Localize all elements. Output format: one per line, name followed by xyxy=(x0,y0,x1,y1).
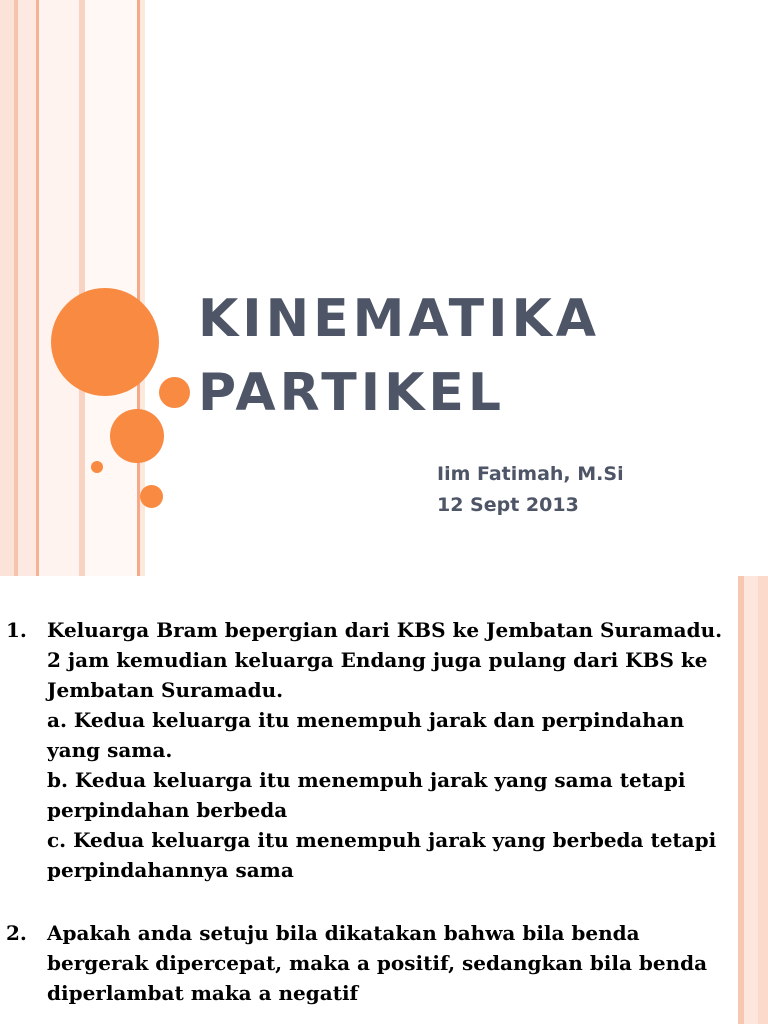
decor-stripe xyxy=(0,0,14,576)
question-text-line: Apakah anda setuju bila dikatakan bahwa bila benda xyxy=(47,921,640,945)
question-text-line: b. Kedua keluarga itu menempuh jarak yang sama tetapi xyxy=(47,768,686,792)
presentation-date: 12 Sept 2013 xyxy=(437,494,579,516)
question-text-line: yang sama. xyxy=(47,738,173,762)
question-number: 1. xyxy=(6,618,27,642)
slide-title-line: KINEMATIKA xyxy=(198,289,600,349)
question-text-line: 2 jam kemudian keluarga Endang juga pulang dari KBS ke xyxy=(47,648,708,672)
question-text-line: perpindahannya sama xyxy=(47,858,294,882)
question-list xyxy=(6,615,746,1008)
question-text-line: diperlambat maka a negatif xyxy=(47,981,359,1005)
decor-stripe xyxy=(39,0,79,576)
author-name: Iim Fatimah, M.Si xyxy=(437,463,624,485)
question-text-line: Keluarga Bram bepergian dari KBS ke Jembatan Suramadu. xyxy=(47,618,723,642)
decor-stripe xyxy=(744,576,758,1024)
question-item xyxy=(6,918,746,1008)
question-text-line: bergerak dipercepat, maka a positif, sedangkan bila benda xyxy=(47,951,708,975)
question-number: 2. xyxy=(6,921,27,945)
slide-title xyxy=(198,282,600,430)
questions-slide xyxy=(0,576,768,1024)
decor-circle-medium xyxy=(110,409,164,463)
question-text-line: c. Kedua keluarga itu menempuh jarak yang berbeda tetapi xyxy=(47,828,717,852)
decor-stripe xyxy=(18,0,36,576)
decor-stripe xyxy=(758,576,768,1024)
decor-circle-small xyxy=(140,485,163,508)
slide-title-line: PARTIKEL xyxy=(198,363,506,423)
question-text-line: perpindahan berbeda xyxy=(47,798,288,822)
decor-circle-large xyxy=(51,288,159,396)
question-text-line: a. Kedua keluarga itu menempuh jarak dan perpindahan xyxy=(47,708,685,732)
question-text-line: Jembatan Suramadu. xyxy=(47,678,284,702)
question-item xyxy=(6,615,746,885)
decor-circle-tiny xyxy=(91,461,103,473)
author-block xyxy=(437,459,624,521)
decor-circle-small xyxy=(159,377,190,408)
